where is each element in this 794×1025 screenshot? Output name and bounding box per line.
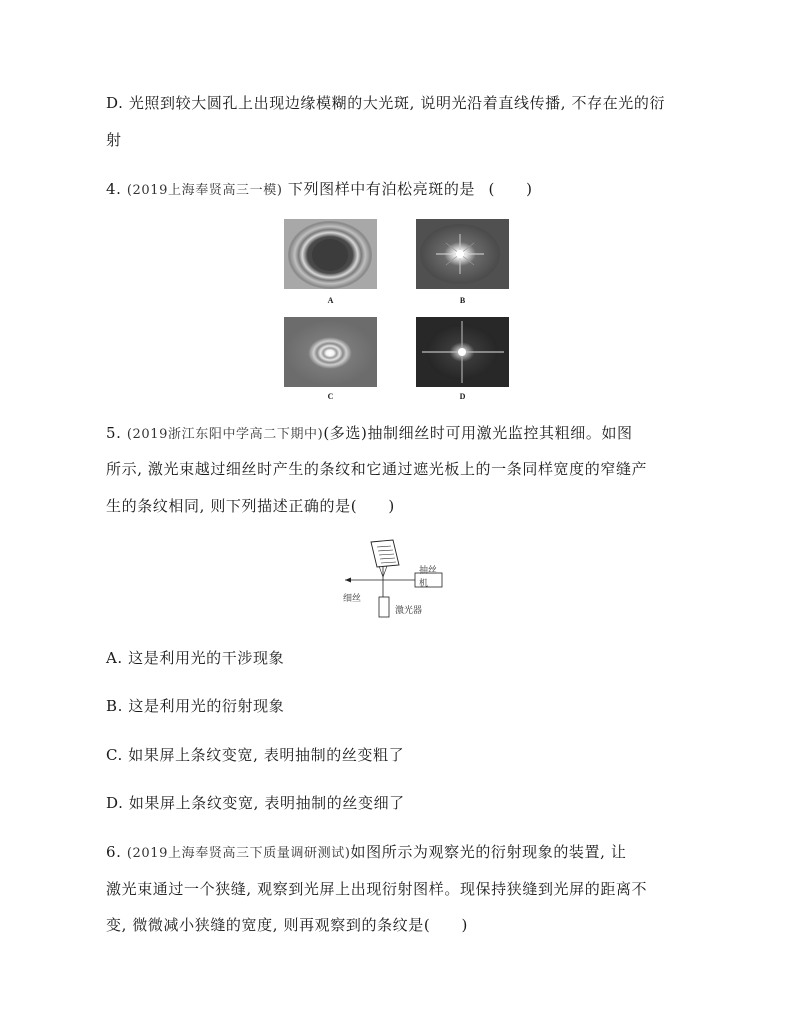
q5-option-c: C. 如果屏上条纹变宽, 表明抽制的丝变粗了 (106, 746, 405, 764)
figure-label-b: B (459, 296, 466, 305)
q6-line1-text: 如图所示为观察光的衍射现象的装置, 让 (350, 843, 627, 861)
label-laser: 激光器 (395, 606, 423, 616)
q6-line2: 激光束通过一个狭缝, 观察到光屏上出现衍射图样。现保持狭缝到光屏的距离不 (106, 880, 648, 898)
q6-line1 (106, 842, 626, 864)
q5-number: 5. (106, 424, 122, 442)
q4-source: (2019上海奉贤高三一模) (126, 183, 283, 198)
q3-option-d-line2: 射 (106, 131, 122, 149)
label-wire: 细丝 (343, 594, 362, 604)
q5-line2: 所示, 激光束越过细丝时产生的条纹和它通过遮光板上的一条同样宽度的窄缝产 (106, 460, 648, 478)
laser-wire-apparatus-diagram (335, 537, 445, 622)
q4-answer-blank: ( ) (488, 180, 533, 198)
cross-diffraction-image (416, 317, 509, 387)
q4-stem (106, 179, 533, 201)
q6-source: (2019上海奉贤高三下质量调研测试) (126, 846, 351, 861)
figure-label-c: C (327, 392, 334, 401)
q5-line3: 生的条纹相同, 则下列描述正确的是( ) (106, 497, 395, 515)
q5-option-d: D. 如果屏上条纹变宽, 表明抽制的丝变细了 (106, 794, 405, 812)
q3-option-d-line1: D. 光照到较大圆孔上出现边缘模糊的大光斑, 说明光沿着直线传播, 不存在光的衍 (106, 94, 666, 112)
bright-spot-star-image (416, 219, 509, 289)
figure-label-a: A (327, 296, 334, 305)
q5-line1 (106, 423, 633, 445)
q4-stem-text: 下列图样中有泊松亮斑的是 (287, 180, 476, 198)
q5-source: (2019浙江东阳中学高二下期中) (126, 427, 324, 442)
q5-tag: (多选) (323, 424, 368, 442)
q6-number: 6. (106, 843, 122, 861)
figure-label-d: D (459, 392, 466, 401)
q5-line1-text: 抽制细丝时可用激光监控其粗细。如图 (367, 424, 633, 442)
q4-number: 4. (106, 180, 122, 198)
q6-line3: 变, 微微减小狭缝的宽度, 则再观察到的条纹是( ) (106, 916, 468, 934)
q5-option-a: A. 这是利用光的干涉现象 (106, 649, 285, 667)
q5-option-b: B. 这是利用光的衍射现象 (106, 697, 285, 715)
concentric-rings-image (284, 317, 377, 387)
label-drawing-machine: 抽丝机 (419, 566, 438, 589)
dark-disk-rings-image (284, 219, 377, 289)
